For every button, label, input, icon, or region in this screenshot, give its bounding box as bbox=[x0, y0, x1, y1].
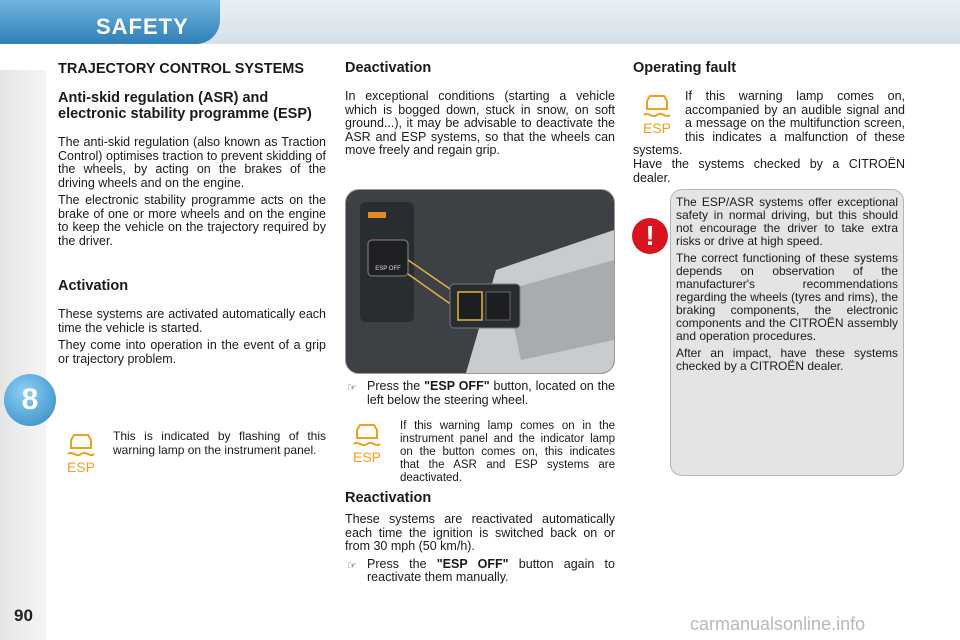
esp-warning-icon bbox=[64, 432, 98, 476]
press-again-text: Press the "ESP OFF" button again to reactivate them manually. bbox=[367, 556, 615, 584]
activation-paragraph-1: These systems are activated automatically each time the vehicle is started. bbox=[58, 307, 326, 335]
left-margin-strip bbox=[0, 70, 46, 640]
activation-title: Activation bbox=[58, 278, 129, 294]
deactivated-lamp-note: If this warning lamp comes on in the instrument panel and the indicator lamp on the button comes on, this indicates that the ASR and ESP systems are deactivated. bbox=[400, 420, 615, 484]
watermark: carmanualsonline.info bbox=[690, 614, 866, 634]
deactivation-paragraph: In exceptional conditions (starting a vehicle which is bogged down, stuck in snow, on soft ground...), it may be advisable to deactivate the ASR and ESP systems, so that the wheels can move freely and regain grip. bbox=[345, 89, 615, 157]
operating-fault-paragraph: If this warning lamp comes on, accompanied by an audible signal and a message on the multifunction screen, this indicates a malfunction of these systems. bbox=[633, 89, 905, 157]
esp-off-warning-icon bbox=[350, 422, 384, 466]
operating-fault-title: Operating fault bbox=[633, 60, 737, 76]
intro-paragraph-2: The electronic stability programme acts on the brake of one or more wheels and on the engine to keep the vehicle on the trajectory required by the driver. bbox=[58, 193, 326, 248]
chapter-badge: 8 bbox=[4, 374, 56, 426]
esp-label: ESP bbox=[642, 120, 672, 136]
section-title: TRAJECTORY CONTROL SYSTEMS bbox=[58, 61, 304, 77]
activation-lamp-note: This is indicated by flashing of this warning lamp on the instrument panel. bbox=[113, 429, 326, 457]
esp-label: ESP bbox=[352, 449, 382, 465]
esp-label: ESP bbox=[66, 459, 96, 475]
intro-paragraph-1: The anti-skid regulation (also known as Traction Control) optimises traction to prevent skidding of the wheels, by acting on the brakes of the driving wheels and on the engine. bbox=[58, 135, 326, 190]
page-title: SAFETY bbox=[96, 14, 189, 39]
activation-paragraph-2: They come into operation in the event of a grip or trajectory problem. bbox=[58, 338, 326, 366]
deactivation-title: Deactivation bbox=[345, 60, 432, 76]
bullet-icon: ☞ bbox=[347, 559, 357, 572]
reactivation-section bbox=[345, 490, 615, 585]
column-intro bbox=[58, 60, 326, 370]
subsection-title: Anti-skid regulation (ASR) and electronic stability programme (ESP) bbox=[58, 90, 312, 122]
column-deactivation bbox=[345, 60, 615, 162]
operating-fault-dealer: Have the systems checked by a CITROËN dealer. bbox=[633, 157, 905, 185]
bullet-icon: ☞ bbox=[347, 382, 357, 394]
warning-paragraph-1: The ESP/ASR systems offer exceptional safety in normal driving, but this should not encourage the driver to take extra risks or drive at high speed. bbox=[676, 195, 898, 248]
column-operating-fault bbox=[633, 60, 905, 76]
warning-paragraph-3: After an impact, have these systems checked by a CITROËN dealer. bbox=[676, 346, 898, 373]
photo-button-label: ESP OFF bbox=[375, 266, 401, 272]
press-instruction bbox=[345, 380, 615, 407]
safety-warning-text bbox=[676, 196, 898, 377]
esp-off-button-photo bbox=[345, 189, 615, 374]
page-number: 90 bbox=[14, 606, 33, 625]
reactivation-paragraph: These systems are reactivated automatically each time the ignition is switched back on or from 30 mph (50 km/h). bbox=[345, 512, 615, 553]
exclamation-warning-icon: ! bbox=[632, 218, 668, 254]
press-instruction-text: Press the "ESP OFF" button, located on the left below the steering wheel. bbox=[367, 379, 615, 407]
warning-paragraph-2: The correct functioning of these systems depends on observation of the manufacturer's recommendations regarding the wheels (tyres and rims), the braking components, the electronic components and the CITROËN assembly and operation procedures. bbox=[676, 251, 898, 343]
reactivation-title: Reactivation bbox=[345, 490, 432, 506]
press-again-instruction bbox=[345, 558, 615, 585]
